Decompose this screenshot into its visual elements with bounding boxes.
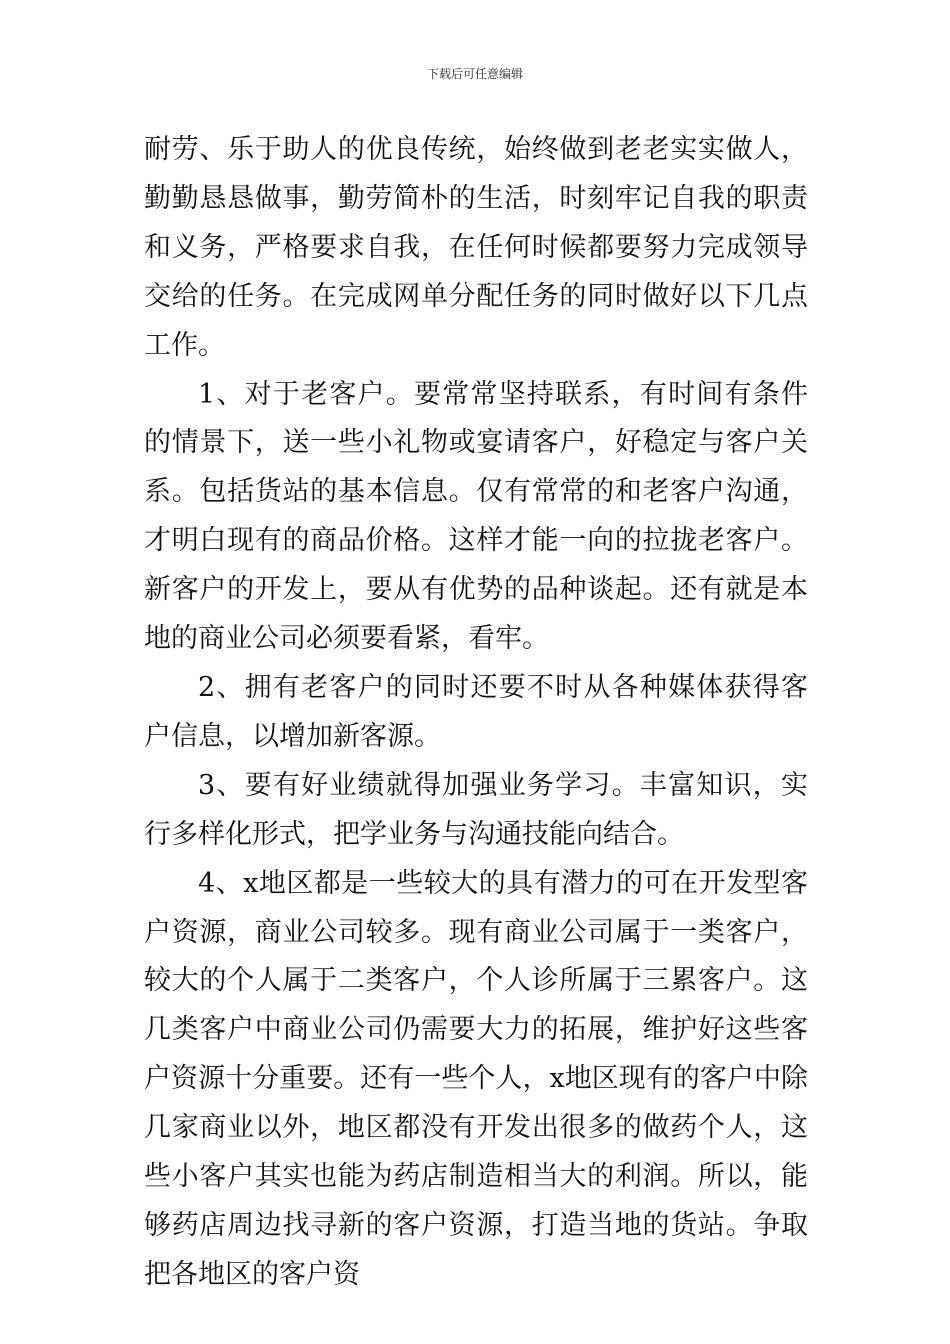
paragraph-item-1: 1、对于老客户。要常常坚持联系，有时间有条件的情景下，送一些小礼物或宴请客户，好稳定与客户关系。包括货站的基本信息。仅有常常的和老客户沟通，才明白现有的商品价格。这样才能一向的拉拢老客户。新客户的开发上，要从有优势的品种谈起。还有就是本地的商业公司必须要看紧，看牢。 xyxy=(144,378,808,655)
paragraph-item-2: 2、拥有老客户的同时还要不时从各种媒体获得客户信息，以增加新客源。 xyxy=(144,671,808,752)
document-body xyxy=(144,126,808,1300)
paragraph-item-4: 4、x地区都是一些较大的具有潜力的可在开发型客户资源，商业公司较多。现有商业公司属于一类客户，较大的个人属于二类客户，个人诊所属于三累客户。这几类客户中商业公司仍需要大力的拓展，维护好这些客户资源十分重要。还有一些个人，x地区现有的客户中除几家商业以外，地区都没有开发出很多的做药个人，这些小客户其实也能为药店制造相当大的利润。所以，能够药店周边找寻新的客户资源，打造当地的货站。争取把各地区的客户资 xyxy=(144,867,808,1290)
page-header: 下载后可任意编辑 xyxy=(426,67,523,81)
paragraph-item-3: 3、要有好业绩就得加强业务学习。丰富知识，实行多样化形式，把学业务与沟通技能向结合。 xyxy=(144,769,808,850)
paragraph-continuation: 耐劳、乐于助人的优良传统，始终做到老老实实做人，勤勤恳恳做事，勤劳简朴的生活，时刻牢记自我的职责和义务，严格要求自我，在任何时候都要努力完成领导交给的任务。在完成网单分配任务的同时做好以下几点工作。 xyxy=(144,134,808,361)
